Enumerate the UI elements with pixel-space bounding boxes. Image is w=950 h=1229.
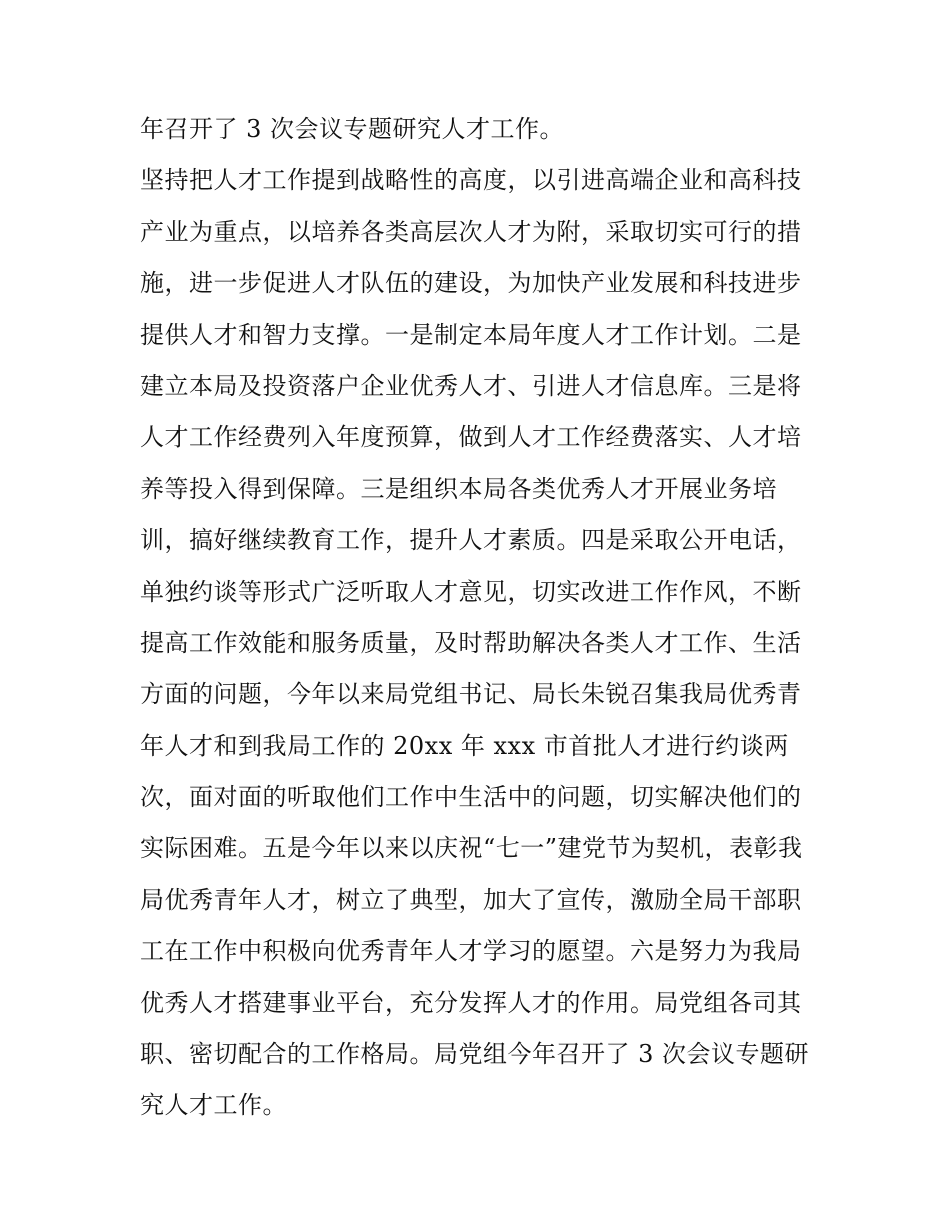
text-line: 建立本局及投资落户企业优秀人才、引进人才信息库。三是将: [140, 371, 802, 400]
text-line: 提供人才和智力支撑。一是制定本局年度人才工作计划。二是: [140, 320, 802, 349]
body-text: [140, 109, 820, 1137]
text-line: 优秀人才搭建事业平台，充分发挥人才的作用。局党组各司其: [140, 988, 802, 1017]
text-line: 局优秀青年人才，树立了典型，加大了宣传，激励全局干部职: [140, 885, 802, 914]
text-line: 坚持把人才工作提到战略性的高度，以引进高端企业和高科技: [140, 166, 802, 195]
text-line: 次，面对面的听取他们工作中生活中的问题，切实解决他们的: [140, 783, 802, 812]
text-line: 产业为重点，以培养各类高层次人才为附，采取切实可行的措: [140, 217, 802, 246]
text-line: 施，进一步促进人才队伍的建设，为加快产业发展和科技进步: [140, 269, 802, 298]
text-line: 职、密切配合的工作格局。局党组今年召开了 3 次会议专题研: [140, 1040, 810, 1069]
text-line: 养等投入得到保障。三是组织本局各类优秀人才开展业务培: [140, 474, 777, 503]
text-line: 工在工作中积极向优秀青年人才学习的愿望。六是努力为我局: [140, 937, 802, 966]
text-line: 方面的问题，今年以来局党组书记、局长朱锐召集我局优秀青: [140, 680, 802, 709]
text-line: 年召开了 3 次会议专题研究人才工作。: [140, 115, 565, 143]
text-line: 究人才工作。: [140, 1091, 287, 1120]
text-line: 年人才和到我局工作的 20xx 年 xxx 市首批人才进行约谈两: [140, 731, 789, 760]
text-line: 训，搞好继续教育工作，提升人才素质。四是采取公开电话，: [140, 526, 802, 555]
text-line: 实际困难。五是今年以来以庆祝“七一”建党节为契机，表彰我: [140, 834, 803, 863]
text-line: 单独约谈等形式广泛听取人才意见，切实改进工作作风，不断: [140, 577, 802, 606]
text-line: 人才工作经费列入年度预算，做到人才工作经费落实、人才培: [140, 423, 802, 452]
text-line: 提高工作效能和服务质量，及时帮助解决各类人才工作、生活: [140, 628, 802, 657]
